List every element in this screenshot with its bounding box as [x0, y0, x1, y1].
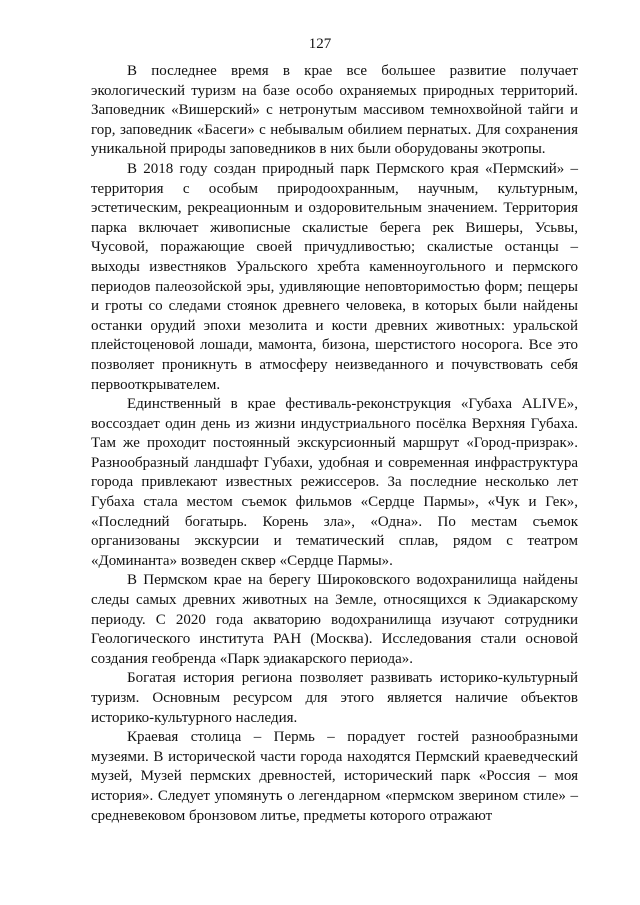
paragraph-perm-museums: Краевая столица – Пермь – порадует гостей разнообразными музеями. В исторической части города находятся Пермский краеведческий музей, Музей пермских древностей, исторический парк «Россия – моя история». Следует упомянуть о легендарном «пермском зверином стиле» – средневековом бронзовом литье, предметы которого отражают — [91, 729, 578, 824]
paragraph-gubakha-festival: Единственный в крае фестиваль-реконструкция «Губаха ALIVE», воссоздает один день из жизни индустриального посёлка Верхняя Губаха. Там же проходит постоянный экскурсионный маршрут «Город-призрак». Разнообразный ландшафт Губахи, удобная и современная инфраструктура города привлекают известных режиссеров. За последние несколько лет Губаха стала местом съемок фильмов «Сердце Пармы», «Чук и Гек», «Последний богатырь. Корень зла», «Одна». По местам съемок организованы экскурсии и тематический сплав, рядом с театром «Доминанта» возведен сквер «Сердце Пармы». — [91, 396, 578, 569]
document-body — [91, 62, 578, 826]
paragraph-natural-park: В 2018 году создан природный парк Пермского края «Пермский» – территория с особым природоохранным, научным, культурным, эстетическим, рекреационным и оздоровительным значением. Территория парка включает живописные скалистые берега рек Вишеры, Усьвы, Чусовой, поражающие своей причудливостью; скалистые останцы – выходы известняков Уральского хребта каменноугольного и пермского периодов палеозойской эры, удивляющие неповторимостью форм; пещеры и гроты со следами стоянок древнего человека, в которых были найдены останки орудий эпохи мезолита и кости древних животных: уральской плейстоценовой лошади, мамонта, бизона, шерстистого носорога. Все это позволяет проникнуть в атмосферу неизведанного и почувствовать себя первооткрывателем. — [91, 160, 578, 393]
paragraph-cultural-tourism: Богатая история региона позволяет развивать историко-культурный туризм. Основным ресурсом для этого является наличие объектов историко-культурного наследия. — [91, 670, 578, 726]
paragraph-ediacaran-park: В Пермском крае на берегу Широковского водохранилища найдены следы самых древних животных на Земле, относящихся к Эдиакарскому периоду. С 2020 года акваторию водохранилища изучают сотрудники Геологического института РАН (Москва). Исследования стали основой создания геобренда «Парк эдиакарского периода». — [91, 572, 578, 667]
paragraph-ecotourism: В последнее время в крае все большее развитие получает экологический туризм на базе особо охраняемых природных территорий. Заповедник «Вишерский» с нетронутым массивом темнохвойной тайги и гор, заповедник «Басеги» с небывалым обилием пернатых. Для сохранения уникальной природы заповедников в них были оборудованы экотропы. — [91, 63, 578, 158]
page-number: 127 — [308, 36, 332, 52]
